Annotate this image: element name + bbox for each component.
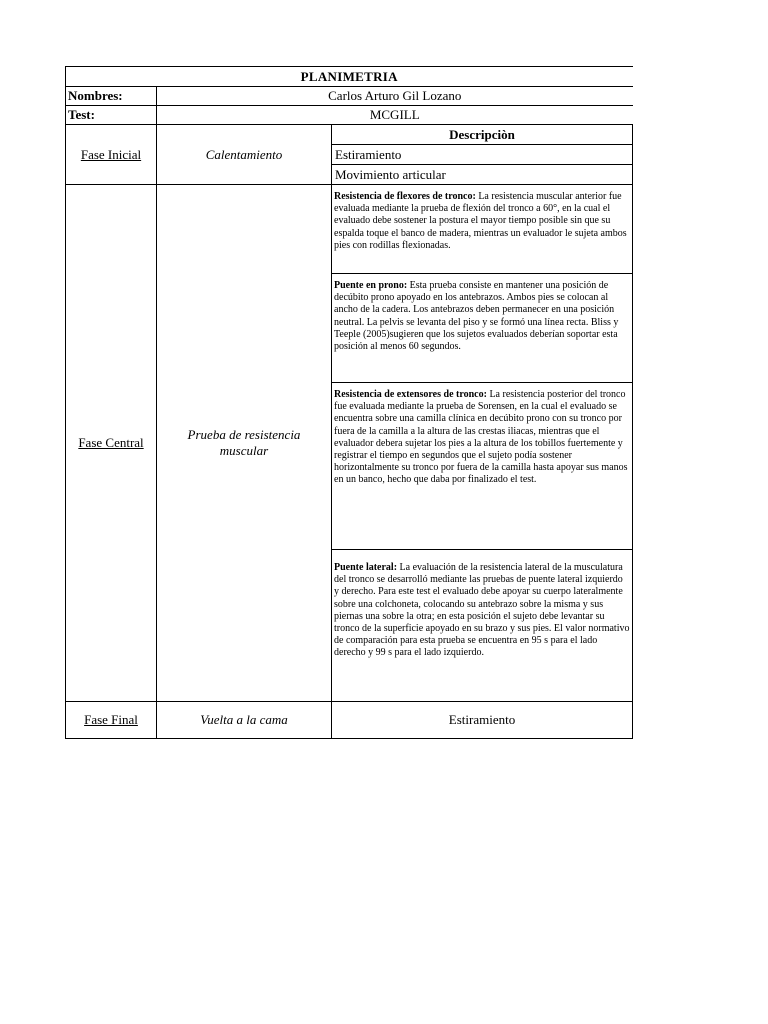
test-name: Puente en prono: bbox=[334, 280, 408, 291]
fase-final-description: Estiramiento bbox=[332, 702, 633, 739]
test-text: La resistencia posterior del tronco fue evaluada mediante la prueba de Sorensen, en la cual el evaluado se encuentra sobre una camilla clínica en decúbito prono con su tronco por fuera de la camilla a la altura de las crestas iliacas, mientras que el evaluador debera sujetar los pies a la altura de los tobillos fuertemente y registrar el tiempo en segundos que el sujeto podía sostener horizontalmente su tronco por fuera de la camilla hasta apoyar sus manos en un banco, hecho que daba por finalizado el test. bbox=[334, 389, 628, 486]
fase-inicial-activity: Calentamiento bbox=[157, 125, 332, 185]
test-value: MCGILL bbox=[157, 106, 633, 125]
test-name: Puente lateral: bbox=[334, 562, 398, 573]
sheet-title: PLANIMETRIA bbox=[66, 67, 633, 87]
planimetria-table bbox=[65, 66, 633, 739]
descripcion-header: Descripciòn bbox=[332, 125, 633, 145]
nombres-value: Carlos Arturo Gil Lozano bbox=[157, 87, 633, 106]
fase-final-activity: Vuelta a la cama bbox=[157, 702, 332, 739]
fase-final-label: Fase Final bbox=[66, 702, 157, 739]
test-text: La resistencia muscular anterior fue evaluada mediante la prueba de flexión del tronco a 60°, en la cual el evaluado debe sostener la postura el mayor tiempo posible sin que su espalda toque el banco de madera, mientras un evaluador le sujeta ambos pies con rodillas flexionadas. bbox=[334, 191, 627, 251]
fase-central-label: Fase Central bbox=[66, 185, 157, 702]
fase-inicial-item: Estiramiento bbox=[332, 145, 633, 165]
nombres-label: Nombres: bbox=[66, 87, 157, 106]
test-text: Esta prueba consiste en mantener una posición de decúbito prono apoyado en los antebrazos. Ambos pies se colocan al ancho de la cadera. Los antebrazos deben permanecer en una posición neutral. La pelvis se levanta del piso y se formó una línea recta. Bliss y Teeple (2005)sugieren que los sujetos evaluados deberían soportar esta posición al menos 60 segundos. bbox=[334, 280, 619, 353]
test-puente-prono bbox=[332, 274, 633, 383]
fase-inicial-label: Fase Inicial bbox=[66, 125, 157, 185]
test-name: Resistencia de extensores de tronco: bbox=[334, 389, 487, 400]
test-name: Resistencia de flexores de tronco: bbox=[334, 191, 476, 202]
test-flexores bbox=[332, 185, 633, 274]
test-puente-lateral bbox=[332, 550, 633, 702]
test-label: Test: bbox=[66, 106, 157, 125]
test-extensores bbox=[332, 383, 633, 550]
fase-central-activity: Prueba de resistencia muscular bbox=[157, 185, 332, 702]
test-text: La evaluación de la resistencia lateral de la musculatura del tronco se desarrolló mediante las pruebas de puente lateral izquierdo y derecho. Para este test el evaluado debe apoyar su cuerpo lateralmente sobre una colchoneta, colocando su antebrazo sobre la misma y sus piernas una sobre la otra; en esta posición el sujeto debe levantar su tronco de la superficie apoyado en su brazo y sus pies. El valor normativo de comparación para esta prueba se encuentra en 95 s para el lado derecho y 99 s para el lado izquierdo. bbox=[334, 562, 630, 659]
fase-inicial-item: Movimiento articular bbox=[332, 165, 633, 185]
